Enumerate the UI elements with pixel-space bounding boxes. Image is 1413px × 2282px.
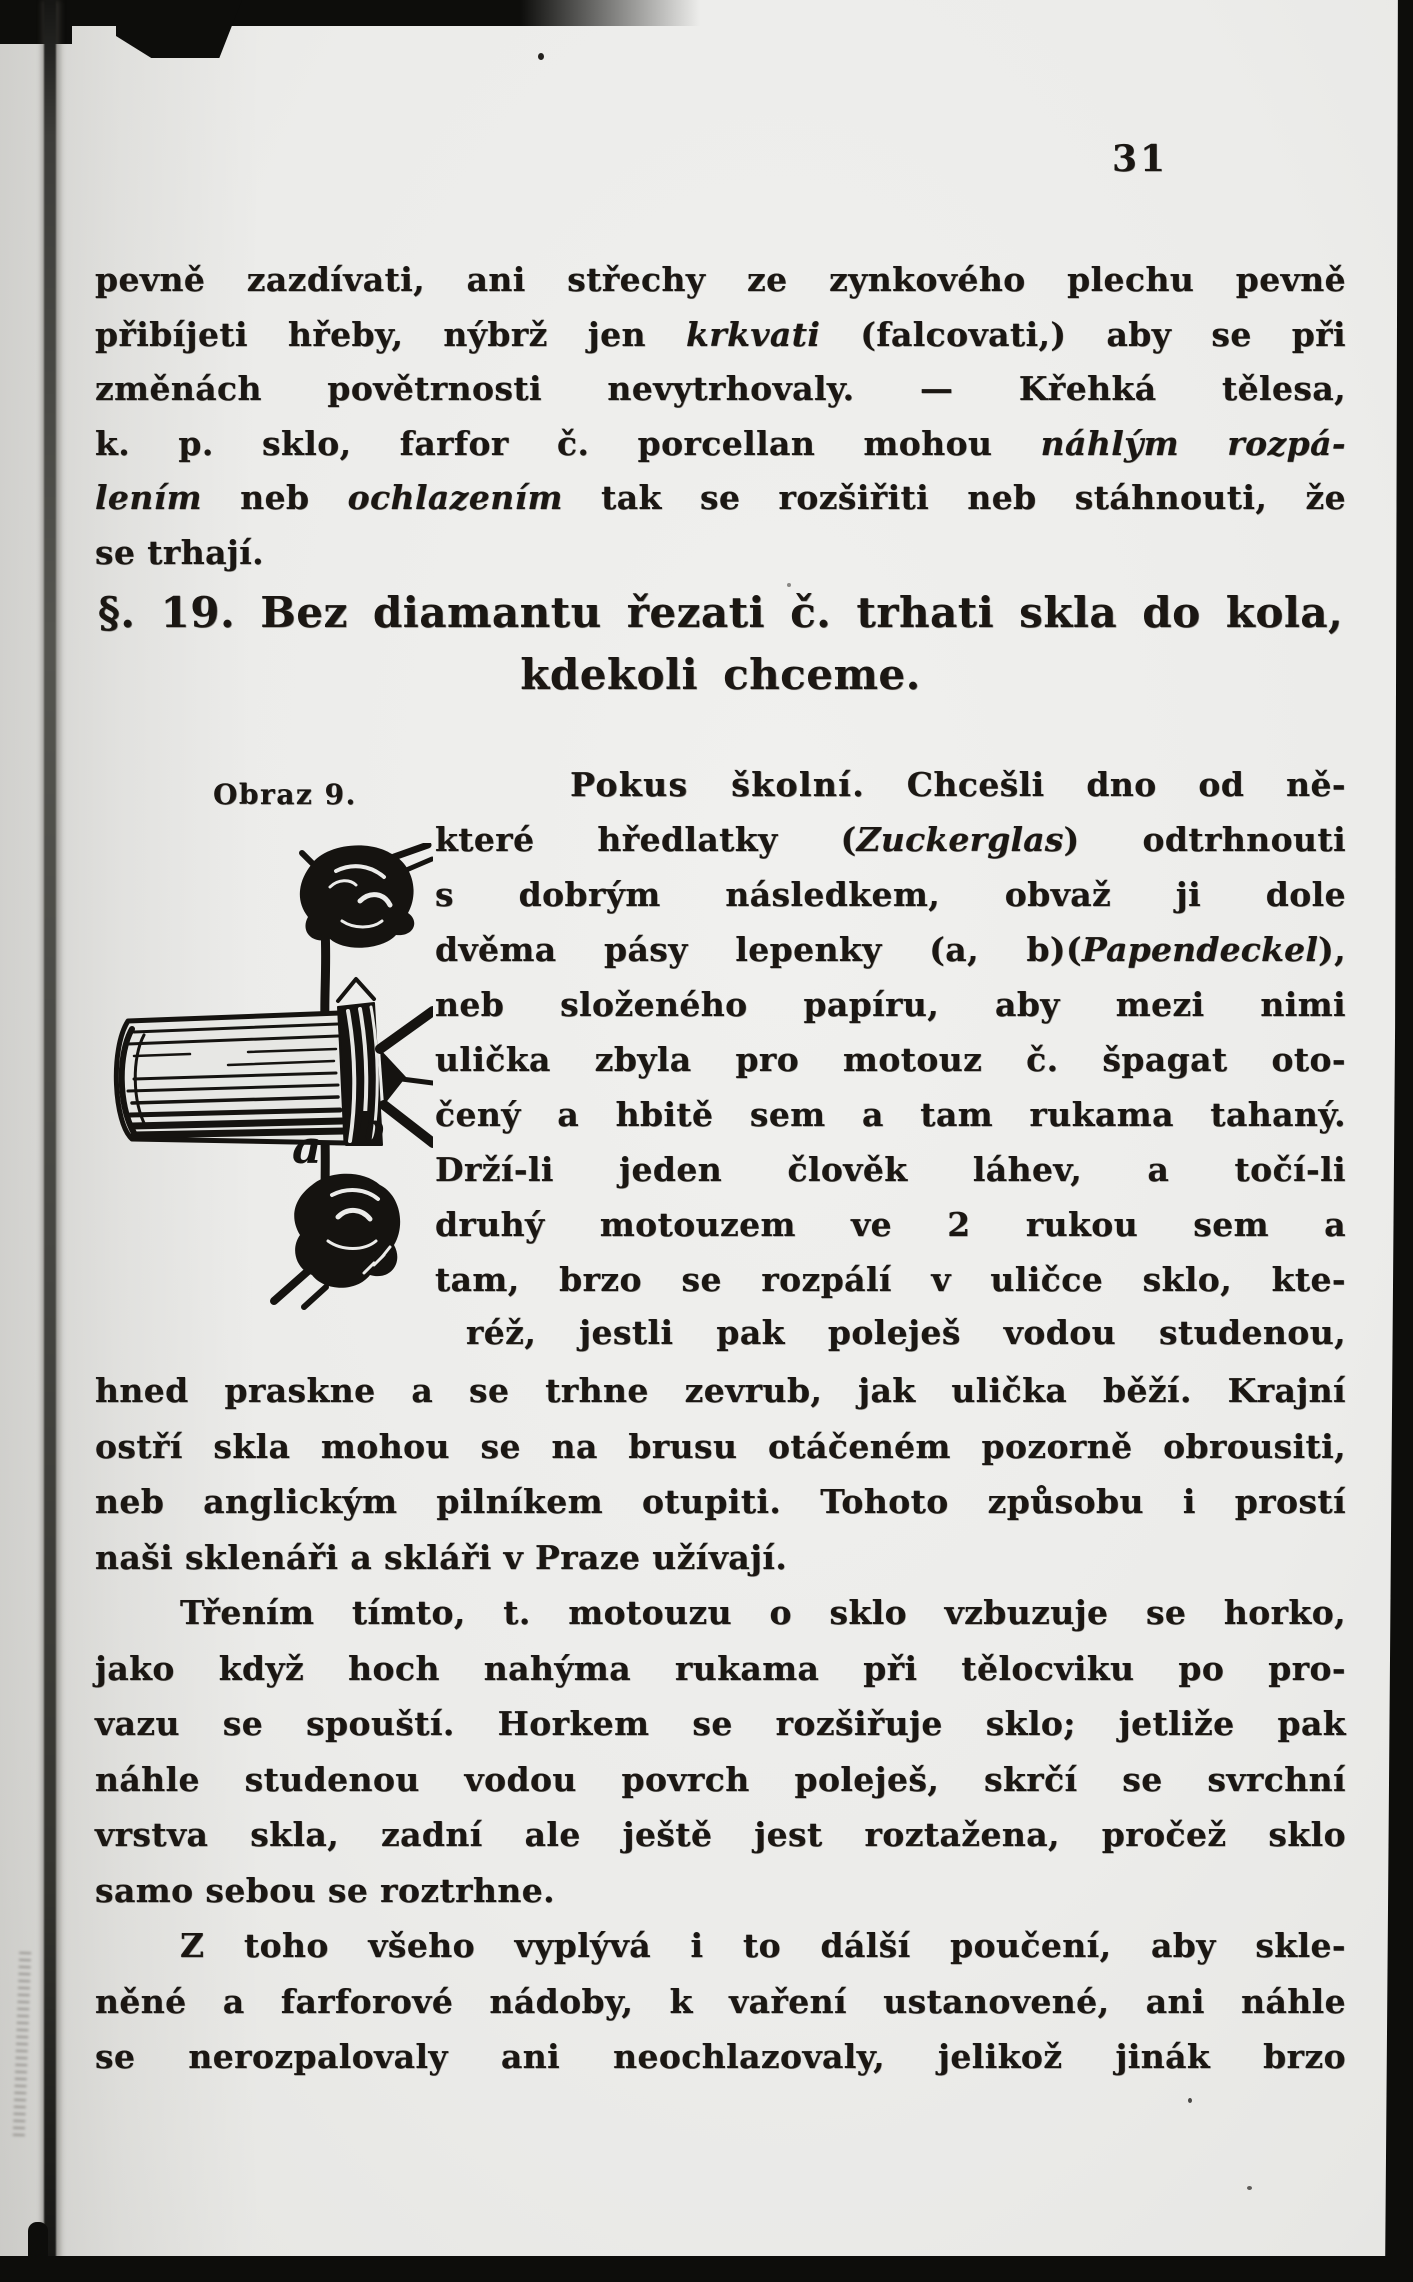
paragraph-main	[95, 1363, 1346, 2085]
text-segment: čený a hbitě sem a tam rukama tahaný.	[435, 1095, 1346, 1134]
text-segment: hned praskne a se trhne zevrub, jak ulička běží. Krajní	[95, 1371, 1346, 1410]
text-line	[95, 2029, 1346, 2085]
text-line	[435, 1032, 1346, 1087]
scan-edge-top	[0, 0, 720, 26]
text-segment: Chcešli dno od ně-	[864, 765, 1346, 804]
text-line	[466, 1305, 1346, 1360]
ink-speck	[1188, 2098, 1192, 2103]
text-line	[95, 526, 1346, 581]
text-segment: Papendeckel	[1081, 930, 1319, 969]
text-line	[95, 417, 1346, 472]
paragraph-intro	[95, 253, 1346, 580]
text-segment: se nerozpalovaly ani neochlazovaly, jelikož jinák brzo	[95, 2037, 1346, 2076]
section-heading	[95, 582, 1346, 706]
text-line	[435, 1142, 1346, 1197]
text-segment: jako když hoch nahýma rukama při tělocviku po pro-	[95, 1648, 1346, 1688]
text-segment: neb	[201, 478, 348, 517]
text-line	[95, 1696, 1346, 1752]
text-segment: Z toho všeho vyplývá i to dálší poučení, aby skle-	[180, 1926, 1346, 1965]
text-line	[95, 1530, 1346, 1586]
ink-speck	[538, 53, 544, 60]
binding-gutter-shadow	[44, 0, 56, 2282]
bottom-hand	[274, 1174, 400, 1307]
text-segment: ochlazením	[347, 478, 563, 517]
figure-label: Obraz 9.	[213, 778, 357, 811]
text-line	[435, 1197, 1346, 1252]
text-segment: vazu se spouští. Horkem se rozšiřuje sklo; jetliže pak	[95, 1704, 1346, 1743]
text-line	[95, 362, 1346, 417]
marginalia-smudge	[13, 1952, 31, 2137]
text-segment: náhle studenou vodou povrch poleješ, skrčí se svrchní	[95, 1759, 1346, 1799]
text-line	[435, 1087, 1346, 1142]
text-segment: Drží-li jeden člověk láhev, a točí-li	[435, 1150, 1346, 1189]
text-segment: se trhají.	[95, 532, 265, 572]
text-line	[435, 977, 1346, 1032]
text-segment: druhý motouzem ve 2 rukou sem a	[435, 1205, 1346, 1244]
text-segment: lením	[95, 478, 202, 517]
text-segment: ostří skla mohou se na brusu otáčeném pozorně obrousiti,	[95, 1426, 1346, 1466]
text-line	[95, 1752, 1346, 1808]
text-segment: změnách povětrnosti nevytrhovaly. — Křehká tělesa,	[95, 369, 1346, 408]
text-line	[95, 1419, 1346, 1475]
text-segment: tak se rozšiřiti neb stáhnouti, že	[562, 478, 1346, 517]
scan-edge-right	[1385, 0, 1413, 2282]
page-number: 31	[1112, 138, 1169, 180]
text-line	[95, 1974, 1346, 2030]
text-line	[435, 757, 1346, 812]
text-segment: neb složeného papíru, aby mezi nimi	[435, 985, 1346, 1024]
bottle-mouth	[380, 1011, 433, 1143]
text-line	[95, 1474, 1346, 1530]
text-segment: k. p. sklo, farfor č. porcellan mohou	[95, 423, 1041, 463]
text-segment: pevně zazdívati, ani střechy ze zynkového plechu pevně	[95, 260, 1346, 299]
text-segment: Pokus školní.	[570, 765, 865, 804]
figure-woodcut	[98, 843, 433, 1310]
text-line	[95, 1363, 1346, 1419]
text-line	[95, 1585, 1346, 1641]
text-segment: něné a farforové nádoby, k vaření ustanovené, ani náhle	[95, 1981, 1346, 2021]
scan-edge-top-left-corner	[0, 0, 72, 44]
section-heading-line-2: kdekoli chceme.	[520, 650, 921, 699]
section-heading-line-1: §. 19. Bez diamantu řezati č. trhati skla do kola,	[97, 588, 1344, 637]
text-line	[95, 308, 1346, 363]
scan-edge-top-blob	[116, 0, 242, 58]
top-hand	[300, 845, 432, 948]
text-line	[95, 471, 1346, 526]
ink-speck	[1247, 2186, 1252, 2190]
scan-edge-bottom-bump	[28, 2222, 48, 2262]
text-segment: (falcovati,) aby se při	[820, 314, 1346, 354]
text-line	[95, 1918, 1346, 1974]
text-segment: tam, brzo se rozpálí v uličce sklo, kte-	[435, 1260, 1346, 1299]
text-line	[435, 867, 1346, 922]
text-segment: réž, jestli pak poleješ vodou studenou,	[466, 1313, 1346, 1352]
text-segment: Zuckerglas	[856, 820, 1064, 859]
paragraph-pokus-overflow	[466, 1305, 1346, 1360]
text-segment: samo sebou se roztrhne.	[95, 1870, 556, 1910]
text-line	[95, 1863, 1346, 1919]
text-line	[95, 1641, 1346, 1697]
text-line	[435, 922, 1346, 977]
text-segment: neb anglickým pilníkem otupiti. Tohoto způsobu i prostí	[95, 1482, 1346, 1521]
text-line	[435, 1252, 1346, 1307]
text-line	[435, 812, 1346, 867]
text-segment: naši sklenáři a skláři v Praze užívají.	[95, 1537, 788, 1577]
text-line	[95, 253, 1346, 308]
text-segment: náhlým rozpá-	[1040, 423, 1346, 463]
text-segment: vrstva skla, zadní ale ještě jest roztažena, pročež sklo	[95, 1815, 1346, 1854]
text-segment: přibíjeti hřeby, nýbrž jen	[95, 314, 687, 354]
text-segment: ) odtrhnouti	[1063, 820, 1347, 859]
text-segment: které hředlatky (	[435, 820, 857, 859]
figure-letter-a: a	[292, 1120, 322, 1174]
text-segment: ),	[1318, 930, 1346, 969]
figure-letter-b: b	[356, 1104, 386, 1153]
scan-edge-bottom	[0, 2256, 1413, 2282]
text-segment: Třením tímto, t. motouzu o sklo vzbuzuje se horko,	[180, 1593, 1346, 1632]
text-segment: dvěma pásy lepenky (a, b)(	[435, 930, 1082, 969]
text-segment: s dobrým následkem, obvaž ji dole	[435, 875, 1346, 914]
text-segment: krkvati	[686, 314, 821, 354]
paragraph-pokus	[435, 757, 1346, 1307]
text-segment: ulička zbyla pro motouz č. špagat oto-	[435, 1040, 1346, 1079]
text-line	[95, 1807, 1346, 1863]
